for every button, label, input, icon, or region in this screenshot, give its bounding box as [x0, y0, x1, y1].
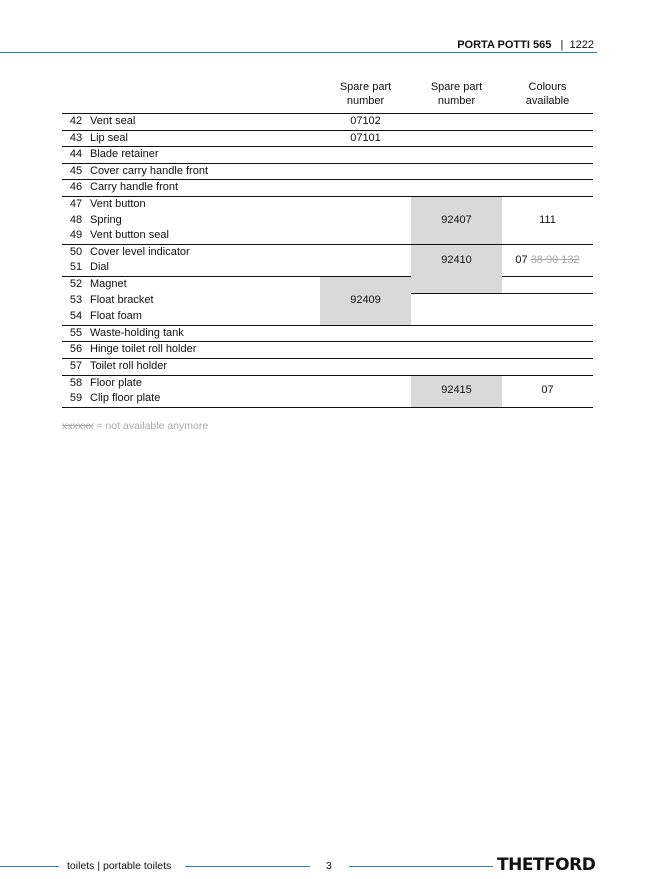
colour-code: 07 [502, 375, 593, 407]
header-spare-part-2: Spare part number [411, 75, 502, 114]
table-row: 59 Clip floor plate [62, 391, 593, 407]
spare-part-number: 92410 [411, 244, 502, 276]
table-row: 47 Vent button 92407 111 [62, 196, 593, 212]
colour-code: 111 [502, 196, 593, 244]
footer-rule [185, 866, 310, 867]
legend-text: = not available anymore [93, 420, 209, 432]
colour-codes: 07 38 90 132 [502, 244, 593, 276]
table-row: 42 Vent seal 07102 [62, 114, 593, 131]
page-header [457, 39, 594, 51]
table-row: 53 Float bracket [62, 293, 593, 309]
table-row: 43 Lip seal 07101 [62, 130, 593, 147]
doc-code: 1222 [569, 39, 594, 51]
header-colours: Colours available [502, 75, 593, 114]
product-name: PORTA POTTI 565 [457, 39, 552, 51]
table-row: 49 Vent button seal [62, 228, 593, 244]
spare-part-number: 92409 [320, 276, 411, 325]
thetford-logo: THETFORD [497, 855, 596, 875]
table-row: 56 Hinge toilet roll holder [62, 342, 593, 359]
table-row: 51 Dial [62, 260, 593, 276]
page-number: 3 [326, 860, 332, 872]
legend-note [62, 420, 208, 432]
page-footer [0, 855, 655, 875]
spare-parts-table [62, 75, 593, 408]
table-row: 54 Float foam [62, 309, 593, 325]
header-rule [0, 52, 597, 53]
table-row: 46 Carry handle front [62, 180, 593, 197]
table-row: 50 Cover level indicator 92410 07 38 90 132 [62, 244, 593, 260]
spare-part-number: 07102 [320, 114, 411, 131]
table-row: 44 Blade retainer [62, 147, 593, 164]
table-row: 57 Toilet roll holder [62, 358, 593, 375]
spare-part-number: 92407 [411, 196, 502, 244]
header-sep: | [560, 39, 564, 51]
table-header-row [62, 75, 593, 114]
table-row: 45 Cover carry handle front [62, 163, 593, 180]
footer-rule [349, 866, 493, 867]
legend-sample: xxxxxx [62, 420, 94, 432]
spare-part-number: 92415 [411, 375, 502, 407]
footer-section: toilets | portable toilets [67, 860, 172, 872]
unavailable-colours: 38 90 132 [530, 253, 580, 266]
table-row: 48 Spring [69, 213, 122, 226]
table-row: 58 Floor plate 92415 07 [62, 375, 593, 391]
spare-part-number: 07101 [320, 130, 411, 147]
header-spare-part-1: Spare part number [320, 75, 411, 114]
footer-rule [0, 866, 59, 867]
table-row: 55 Waste-holding tank [62, 325, 593, 342]
table-row: 52 Magnet 92409 [62, 276, 593, 293]
